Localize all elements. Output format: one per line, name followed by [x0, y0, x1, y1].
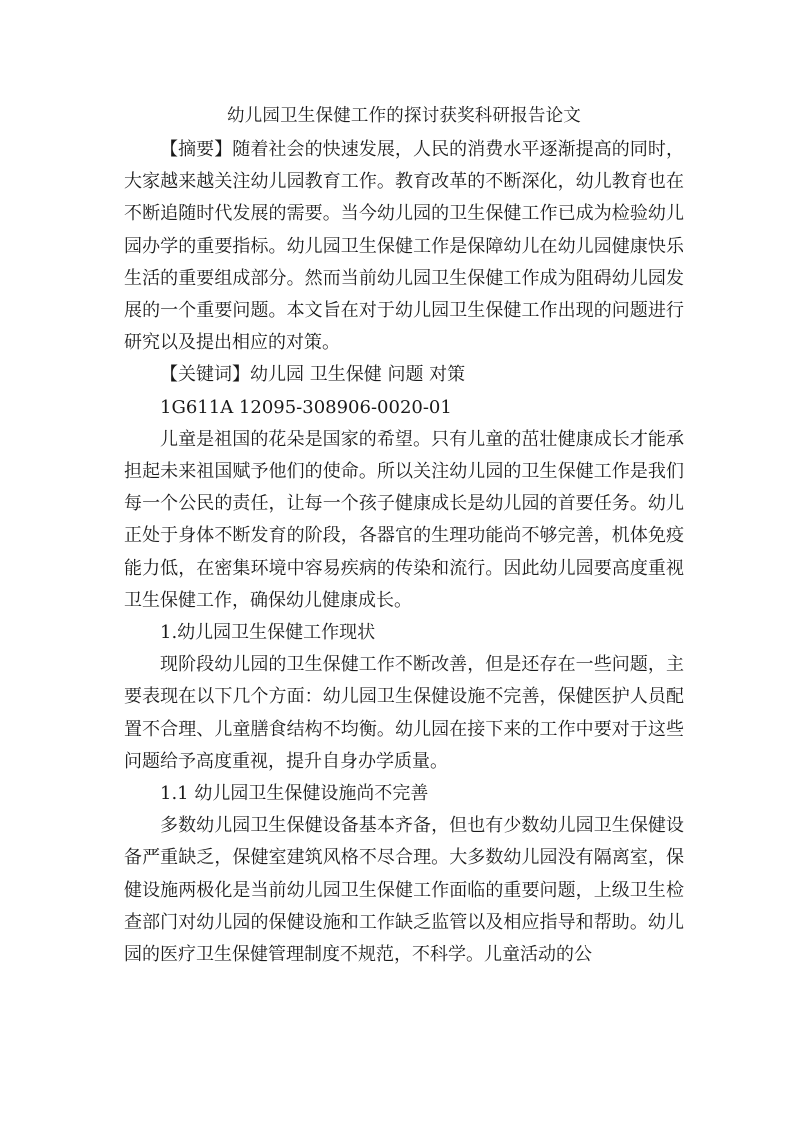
section-1-1-paragraph: 多数幼儿园卫生保健设备基本齐备，但也有少数幼儿园卫生保健设备严重缺乏，保健室建筑风格不尽合理。大多数幼儿园没有隔离室，保健设施两极化是当前幼儿园卫生保健工作面临的重要问题，上级卫生检查部门对幼儿园的保健设施和工作缺乏监管以及相应指导和帮助。幼儿园的医疗卫生保健管理制度不规范，不科学。儿童活动的公 [124, 815, 684, 966]
section-1-heading: 1.幼儿园卫生保健工作现状 [160, 622, 376, 644]
document-page [124, 100, 684, 971]
keywords-line: 【关键词】幼儿园 卫生保健 问题 对策 [160, 364, 466, 386]
intro-paragraph: 儿童是祖国的花朵是国家的希望。只有儿童的茁壮健康成长才能承担起未来祖国赋予他们的使命。所以关注幼儿园的卫生保健工作是我们每一个公民的责任，让每一个孩子健康成长是幼儿园的首要任务。幼儿正处于身体不断发育的阶段，各器官的生理功能尚不够完善，机体免疫能力低，在密集环境中容易疾病的传染和流行。因此幼儿园要高度重视卫生保健工作，确保幼儿健康成长。 [124, 428, 684, 611]
document-title: 幼儿园卫生保健工作的探讨获奖科研报告论文 [227, 106, 581, 126]
classification-code: 1G611A 12095-308906-0020-01 [160, 396, 452, 418]
section-1-paragraph: 现阶段幼儿园的卫生保健工作不断改善，但是还存在一些问题，主要表现在以下几个方面：幼儿园卫生保健设施不完善，保健医护人员配置不合理、儿童膳食结构不均衡。幼儿园在接下来的工作中要对于这些问题给予高度重视，提升自身办学质量。 [124, 654, 684, 772]
abstract-paragraph: 【摘要】随着社会的快速发展，人民的消费水平逐渐提高的同时，大家越来越关注幼儿园教育工作。教育改革的不断深化，幼儿教育也在不断追随时代发展的需要。当今幼儿园的卫生保健工作已成为检验幼儿园办学的重要指标。幼儿园卫生保健工作是保障幼儿在幼儿园健康快乐生活的重要组成部分。然而当前幼儿园卫生保健工作成为阻碍幼儿园发展的一个重要问题。本文旨在对于幼儿园卫生保健工作出现的问题进行研究以及提出相应的对策。 [124, 139, 684, 354]
section-1-1-heading: 1.1 幼儿园卫生保健设施尚不完善 [160, 783, 429, 805]
